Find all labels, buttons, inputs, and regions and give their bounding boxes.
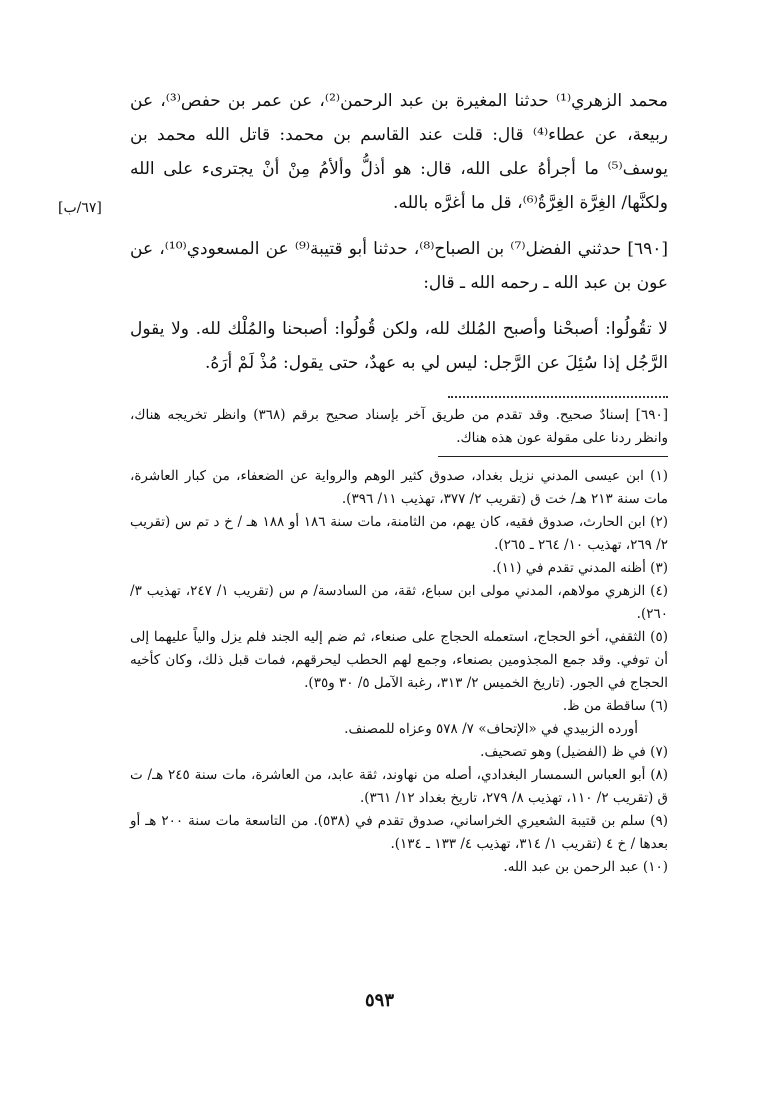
footnote-2: (٢) ابن الحارث، صدوق فقيه، كان يهم، من الثامنة، مات سنة ١٨٦ أو ١٨٨ هـ / خ د تم س (تقريب ٢/ ٢٦٩، تهذيب ١٠/ ٢٦٤ ـ ٢٦٥). [130, 514, 668, 553]
main-text [130, 84, 668, 380]
footnote-6: (٦) ساقطة من ظ. [562, 698, 668, 714]
main-paragraph-2: [٦٩٠] حدثني الفضل⁽⁷⁾ بن الصباح⁽⁸⁾، حدثنا أبو قتيبة⁽⁹⁾ عن المسعودي⁽¹⁰⁾، عن عون بن عبد الله ـ رحمه الله ـ قال: [130, 239, 669, 293]
manuscript-folio-ref: [٦٧/ب] [58, 200, 102, 216]
page-body [130, 84, 668, 879]
footnote-10: (١٠) عبد الرحمن بن عبد الله. [503, 859, 668, 875]
page-number: ٥٩٣ [364, 990, 394, 1011]
dotted-separator [448, 396, 668, 398]
main-paragraph-1: محمد الزهري⁽¹⁾ حدثنا المغيرة بن عبد الرحمن⁽²⁾، عن عمر بن حفص⁽³⁾، عن ربيعة، عن عطاء⁽⁴⁾ قال: قلت عند القاسم بن محمد: قاتل الله محمد بن يوسف⁽⁵⁾ ما أجرأهُ على الله، قال: هو أذلُّ وألأمُ مِنْ أنْ يجترىء على الله ولكنَّها/ الغِرَّة الغِرَّةُ⁽⁶⁾، قل ما أغرَّه بالله. [130, 91, 669, 213]
footnote-intro-text: [٦٩٠] إسنادٌ صحيح. وقد تقدم من طريق آخر بإسناد صحيح برقم (٣٦٨) وانظر تخريجه هناك، وانظر ردنا على مقولة عون هذه هناك. [130, 407, 668, 446]
footnotes [130, 465, 668, 879]
footnote-9: (٩) سلم بن قتيبة الشعيري الخراساني، صدوق تقدم في (٥٣٨). من التاسعة مات سنة ٢٠٠ هـ أو بعدها / خ ٤ (تقريب ١/ ٣١٤، تهذيب ٤/ ١٣٣ ـ ١٣٤). [130, 813, 668, 852]
footnote-7: (٧) في ظ (الفضيل) وهو تصحيف. [480, 744, 668, 760]
main-paragraph-3: لا تقُولُوا: أصبحْنا وأصبح المُلك لله، ولكن قُولُوا: أصبحنا والمُلْك لله. ولا يقول الرَّجُل إذا سُئِلَ عن الرَّجل: ليس لي به عهدٌ، حتى يقول: مُذْ لَمْ أرَهُ. [130, 319, 668, 373]
footnote-4: (٤) الزهري مولاهم، المدني مولى ابن سباع، ثقة، من السادسة/ م س (تقريب ١/ ٢٤٧، تهذيب ٣/ ٢٦٠). [130, 583, 668, 622]
footnote-intro [130, 404, 668, 450]
footnote-6-note: أورده الزبيدي في «الإتحاف» ٧/ ٥٧٨ وعزاه للمصنف. [344, 721, 638, 737]
footnote-rule [438, 456, 668, 457]
footnote-1: (١) ابن عيسى المدني نزيل بغداد، صدوق كثير الوهم والرواية عن الضعفاء، من كبار العاشرة، مات سنة ٢١٣ هـ/ خت ق (تقريب ٢/ ٣٧٧، تهذيب ١١/ ٣٩٦). [130, 468, 668, 507]
footnote-8: (٨) أبو العباس السمسار البغدادي، أصله من نهاوند، ثقة عابد، من العاشرة، مات سنة ٢٤٥ هـ/ ت ق (تقريب ٢/ ١١٠، تهذيب ٨/ ٢٧٩، تاريخ بغداد ١٢/ ٣٦١). [130, 767, 669, 806]
footnote-5: (٥) الثقفي، أخو الحجاج، استعمله الحجاج على صنعاء، ثم ضم إليه الجند فلم يزل والياً عليهما إلى أن توفي. وقد جمع المجذومين بصنعاء، وجمع لهم الحطب ليحرقهم، فمات قبل ذلك، وكان كأخيه الحجاج في الجور. (تاريخ الخميس ٢/ ٣١٣، رغبة الآمل ٥/ ٣٠ و٣٥). [130, 629, 668, 691]
footnote-3: (٣) أظنه المدني تقدم في (١١). [492, 560, 668, 576]
